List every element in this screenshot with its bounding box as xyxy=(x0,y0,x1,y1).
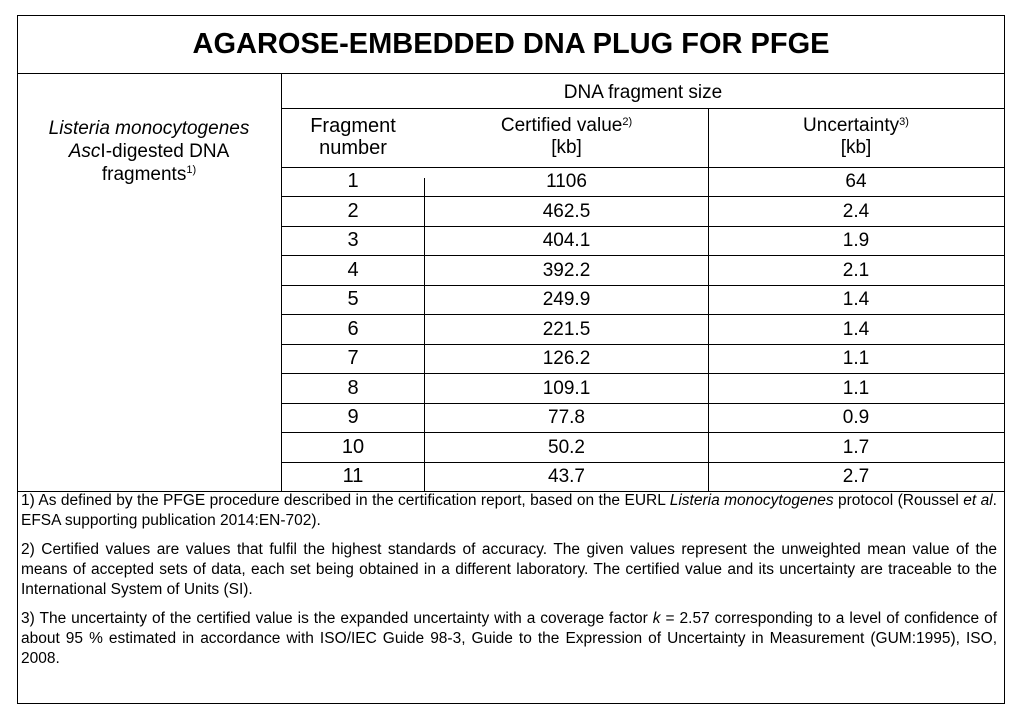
enzyme-name: Asc xyxy=(68,141,101,162)
uncertainty-value: 0.9 xyxy=(842,407,870,428)
organism-name: Listeria monocytogenes xyxy=(48,118,250,139)
fragment-number: 8 xyxy=(347,377,359,399)
uncertainty-value: 1.9 xyxy=(842,230,870,251)
footnotes xyxy=(21,491,997,678)
certified-value: 77.8 xyxy=(548,407,585,428)
fragments-label: fragments xyxy=(101,164,187,185)
uncertainty-value: 1.7 xyxy=(842,437,870,458)
uncertainty-value: 1.4 xyxy=(842,319,870,340)
fragment-number: 9 xyxy=(347,406,359,428)
page-title: AGAROSE-EMBEDDED DNA PLUG FOR PFGE xyxy=(18,16,1004,74)
divider-group-header xyxy=(281,108,1004,109)
col-header-uncertainty: Uncertainty$^{3)}$ [kb] xyxy=(803,115,909,158)
footnote-ref-2: 2) xyxy=(622,116,633,128)
uncertainty-value: 2.7 xyxy=(842,466,870,487)
footnote-3: 3) The uncertainty of the certified value is the expanded uncertainty with a coverage factor k = 2.57 corresponding to a level of confidence of about 95 % estimated in accordance with ISO/IEC Guide 98-3, Guide to the Expression of Uncertainty in Measurement (GUM:1995), ISO, 2008. xyxy=(21,610,997,667)
certificate-table xyxy=(17,15,1005,704)
fragment-number: 2 xyxy=(347,200,359,222)
uncertainty-value: 1.4 xyxy=(842,289,870,310)
group-header: DNA fragment size xyxy=(563,82,723,103)
certified-value: 50.2 xyxy=(548,437,585,458)
certified-value: 109.1 xyxy=(542,378,591,399)
uncertainty-value: 1.1 xyxy=(842,378,870,399)
uncertainty-value: 2.1 xyxy=(842,260,870,281)
uncertainty-value: 64 xyxy=(845,171,867,192)
fragment-number: 4 xyxy=(347,259,359,281)
fragment-number: 3 xyxy=(347,229,359,251)
uncertainty-value: 2.4 xyxy=(842,201,870,222)
footnote-1: 1) As defined by the PFGE procedure described in the certification report, based on the EURL Listeria monocytogenes protocol (Roussel et al. EFSA supporting publication 2014:EN-702). xyxy=(21,492,997,529)
certified-value: 392.2 xyxy=(542,260,591,281)
enzyme-suffix: I-digested DNA xyxy=(100,141,230,162)
col-header-fragment: Fragment number xyxy=(310,115,396,159)
uncertainty-value: 1.1 xyxy=(842,348,870,369)
footnote-ref-3: 3) xyxy=(899,116,909,128)
fragment-number: 6 xyxy=(347,318,359,340)
col-header-certified: Certified value$^{2)}$ [kb] xyxy=(500,115,633,158)
fragment-number: 7 xyxy=(347,347,359,369)
certified-value: 404.1 xyxy=(542,230,591,251)
sample-description xyxy=(18,117,280,186)
fragment-number: 11 xyxy=(342,465,364,487)
fragment-number: 10 xyxy=(341,436,365,458)
footnote-ref-1: 1) xyxy=(186,164,197,176)
footnote-2: 2) Certified values are values that fulfil the highest standards of accuracy. The given values represent the unweighted mean value of the means of accepted sets of data, each set being obtained in a different laboratory. The certified value and its uncertainty are traceable to the International System of Units (SI). xyxy=(21,541,997,598)
certified-value: 249.9 xyxy=(542,289,591,310)
fragment-number: 5 xyxy=(347,288,359,310)
certified-value: 43.7 xyxy=(548,466,585,487)
certified-value: 462.5 xyxy=(542,201,591,222)
certified-value: 1106 xyxy=(546,171,587,192)
certified-value: 126.2 xyxy=(542,348,591,369)
fragment-number: 1 xyxy=(347,170,359,192)
certified-value: 221.5 xyxy=(542,319,591,340)
